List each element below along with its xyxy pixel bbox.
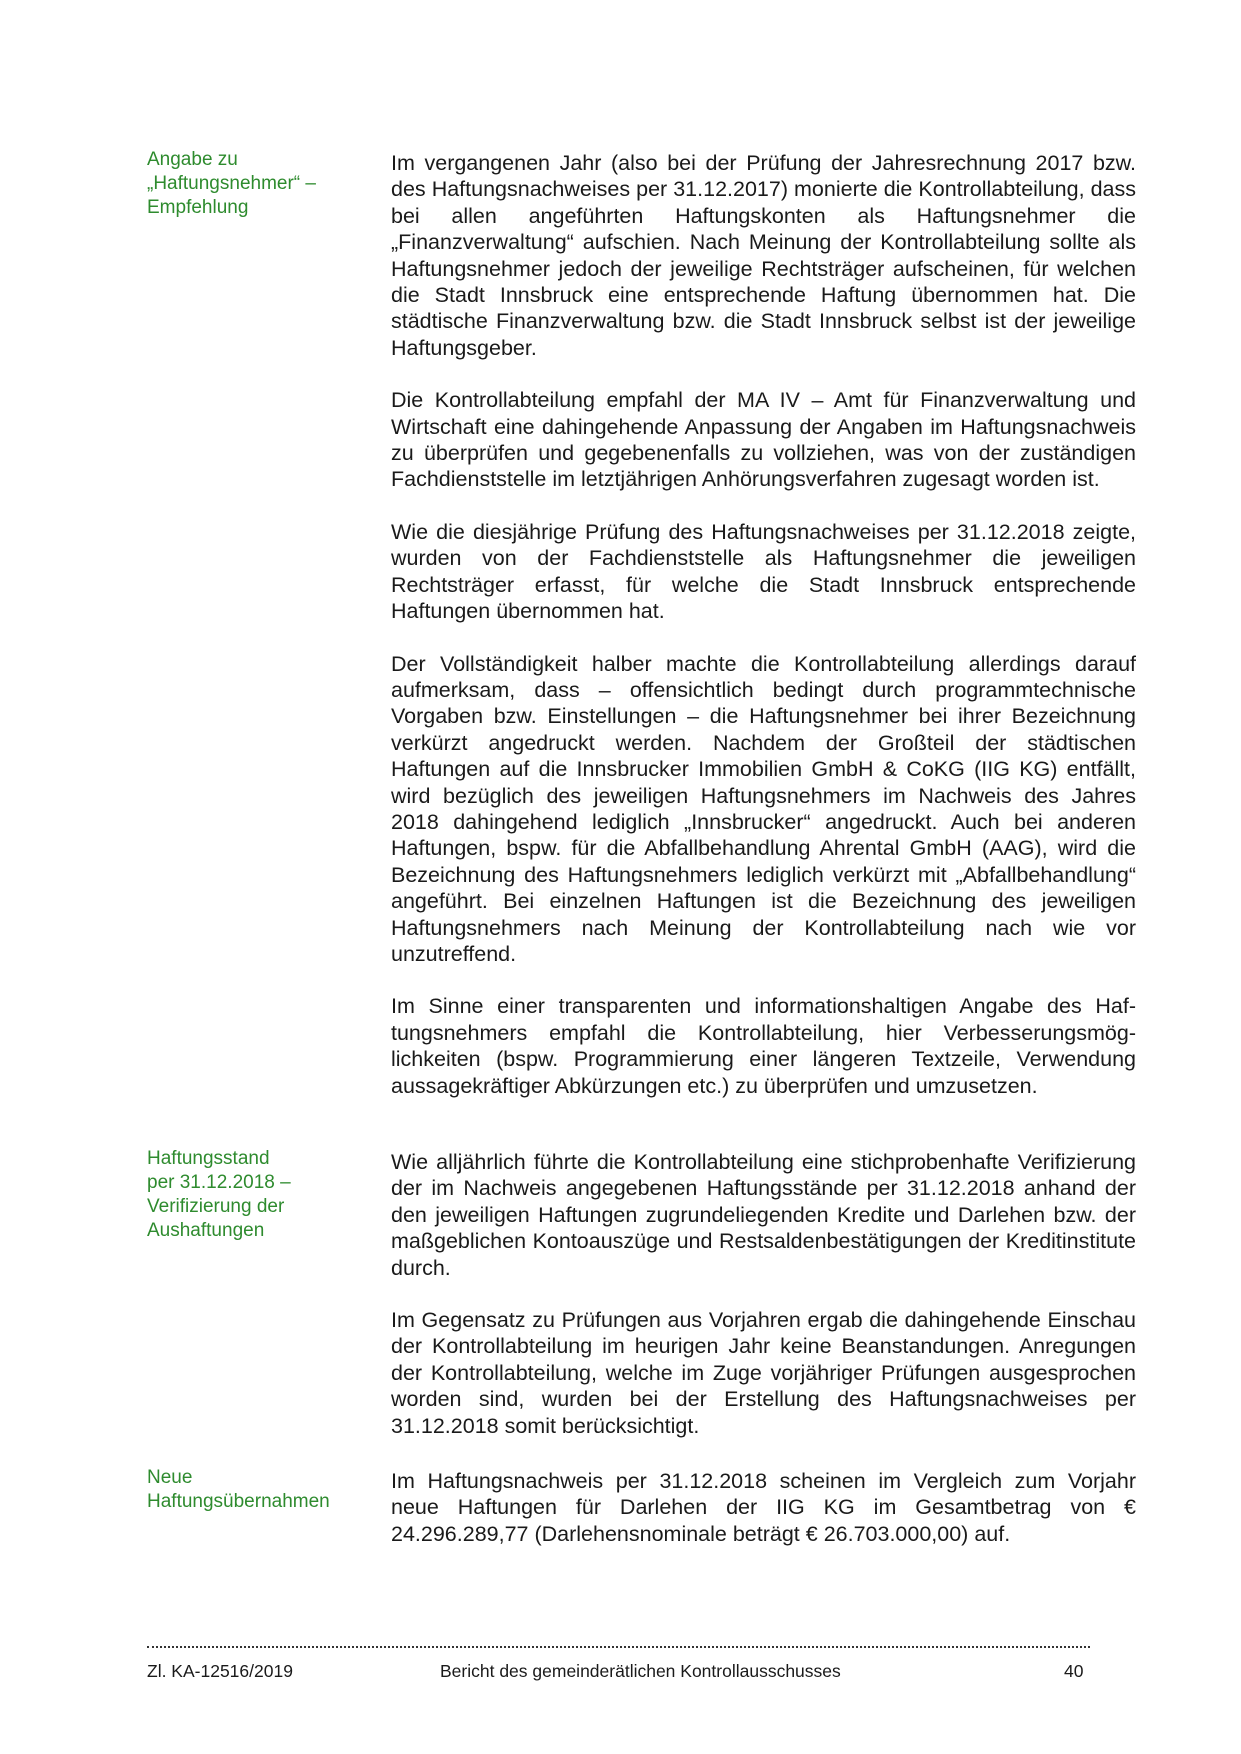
paragraph: Wie alljährlich führte die Kontrollabteilung eine stichprobenhafte Verifizierung der im Nachweis angegebenen Haftungsstände per 31.12.2018 anhand der den jeweiligen Haftungen zugrundeliegenden Kredite und Darlehen bzw. der maßgeblichen Kontoauszüge und Restsaldenbestätigungen der Kreditinstitute durch.: [391, 1150, 1136, 1280]
margin-note-line: Empfehlung: [147, 197, 249, 218]
paragraph: Im Gegensatz zu Prüfungen aus Vorjahren ergab die dahingehende Einschau der Kontrollabteilung im heurigen Jahr keine Beanstandungen. Anregungen der Kontrollabteilung, welche im Zuge vorjähriger Prüfungen ausgesprochen worden sind, wurden bei der Erstellung des Haftungsnachweises per 31.12.2018 somit berücksichtigt.: [391, 1308, 1136, 1438]
paragraph: Die Kontrollabteilung empfahl der MA IV – Amt für Finanzverwaltung und Wirtschaft eine dahingehende Anpassung der Angaben im Haftungsnachweis zu überprüfen und gegebenenfalls zu vollziehen, was von der zuständigen Fachdienststelle im letztjährigen Anhörungsverfahren zugesagt worden ist.: [391, 388, 1136, 492]
margin-note-line: Haftungsstand: [147, 1148, 270, 1169]
margin-note-line: Haftungsübernahmen: [147, 1491, 330, 1512]
body-text: [391, 150, 1136, 1125]
footer-title: Bericht des gemeinderätlichen Kontrollausschusses: [440, 1661, 841, 1681]
margin-note-line: Neue: [147, 1467, 193, 1488]
margin-note-line: Angabe zu: [147, 149, 238, 170]
margin-note-line: Aushaftungen: [147, 1220, 265, 1241]
page-number: 40: [1064, 1661, 1084, 1681]
paragraph: Im Sinne einer transparenten und informationshaltigen Angabe des Haftungsnehmers empfahl die Kontrollabteilung, hier Verbesserungsmöglichkeiten (bspw. Programmierung einer längeren Textzeile, Verwendung aussagekräftiger Abkürzungen etc.) zu überprüfen und umzusetzen.: [391, 994, 1136, 1098]
paragraph: Der Vollständigkeit halber machte die Kontrollabteilung allerdings darauf aufmerksam, dass – offensichtlich bedingt durch programmtechnische Vorgaben bzw. Einstellungen – die Haftungsnehmer bei ihrer Bezeichnung verkürzt angedruckt werden. Nachdem der Großteil der städtischen Haftungen auf die Innsbrucker Immobilien GmbH & CoKG (IIG KG) entfällt, wird bezüglich des jeweiligen Haftungsnehmers im Nachweis des Jahres 2018 dahingehend lediglich „Innsbrucker“ angedruckt. Auch bei anderen Haftungen, bspw. für die Abfallbehandlung Ahrental GmbH (AAG), wird die Bezeichnung des Haftungsnehmers lediglich verkürzt mit „Abfallbehandlung“ angeführt. Bei einzelnen Haftungen ist die Bezeichnung des jeweiligen Haftungsnehmers nach Meinung der Kontrollabteilung nach wie vor unzutreffend.: [391, 651, 1136, 966]
margin-note: [147, 1147, 362, 1243]
footer-reference: Zl. KA-12516/2019: [147, 1661, 293, 1681]
margin-note-line: Verifizierung der: [147, 1196, 285, 1217]
body-text: [391, 1149, 1136, 1465]
margin-note: [147, 1466, 362, 1514]
paragraph: Wie die diesjährige Prüfung des Haftungsnachweises per 31.12.2018 zeigte, wurden von der Fachdienststelle als Haftungsnehmer die jeweiligen Rechtsträger erfasst, für welche die Stadt Innsbruck entsprechende Haftungen übernommen hat.: [391, 519, 1136, 624]
margin-note-line: per 31.12.2018 –: [147, 1172, 291, 1193]
footer-rule: [147, 1646, 1090, 1648]
margin-note-line: „Haftungsnehmer“ –: [147, 173, 316, 194]
paragraph: Im vergangenen Jahr (also bei der Prüfung der Jahresrechnung 2017 bzw. des Haftungsnachweises per 31.12.2017) monierte die Kontrollabteilung, dass bei allen angeführten Haftungskonten als Haftungsnehmer die „Finanzverwaltung“ aufschien. Nach Meinung der Kontrollabteilung sollte als Haftungsnehmer jedoch der jeweilige Rechtsträger aufscheinen, für welchen die Stadt Innsbruck eine entsprechende Haftung übernommen hat. Die städtische Finanzverwaltung bzw. die Stadt Innsbruck selbst ist der jeweilige Haftungsgeber.: [391, 151, 1136, 360]
margin-note: [147, 148, 362, 220]
paragraph: Im Haftungsnachweis per 31.12.2018 scheinen im Vergleich zum Vorjahr neue Haftungen für Darlehen der IIG KG im Gesamtbetrag von € 24.296.289,77 (Darlehensnominale beträgt € 26.703.000,00) auf.: [391, 1469, 1136, 1546]
body-text: [391, 1468, 1136, 1573]
